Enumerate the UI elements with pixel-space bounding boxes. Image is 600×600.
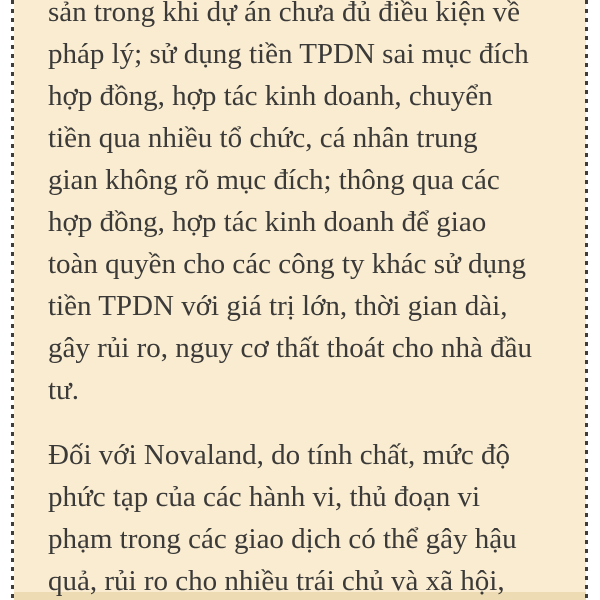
dashed-border-left xyxy=(11,0,14,600)
text-line: toàn quyền cho các công ty khác sử dụng xyxy=(48,248,526,280)
text-line: quả, rủi ro cho nhiều trái chủ và xã hội, xyxy=(48,565,505,597)
text-line: hợp đồng, hợp tác kinh doanh để giao xyxy=(48,206,487,238)
text-line: gian không rõ mục đích; thông qua các xyxy=(48,164,500,196)
text-line: phạm trong các giao dịch có thể gây hậu xyxy=(48,523,517,555)
text-line: tiền TPDN với giá trị lớn, thời gian dài, xyxy=(48,290,508,322)
article-body xyxy=(48,0,568,600)
text-line: phức tạp của các hành vi, thủ đoạn vi xyxy=(48,481,481,513)
text-line: hợp đồng, hợp tác kinh doanh, chuyển xyxy=(48,80,493,112)
paragraph-2 xyxy=(48,434,568,600)
text-line: pháp lý; sử dụng tiền TPDN sai mục đích xyxy=(48,38,529,70)
text-line: tiền qua nhiều tổ chức, cá nhân trung xyxy=(48,122,478,154)
dashed-border-right xyxy=(585,0,588,600)
text-line: gây rủi ro, nguy cơ thất thoát cho nhà đầu xyxy=(48,332,533,364)
text-line: Đối với Novaland, do tính chất, mức độ xyxy=(48,439,510,471)
paragraph-1 xyxy=(48,0,568,411)
text-line: tư. xyxy=(48,374,80,406)
text-line: sản trong khi dự án chưa đủ điều kiện về xyxy=(48,0,520,28)
